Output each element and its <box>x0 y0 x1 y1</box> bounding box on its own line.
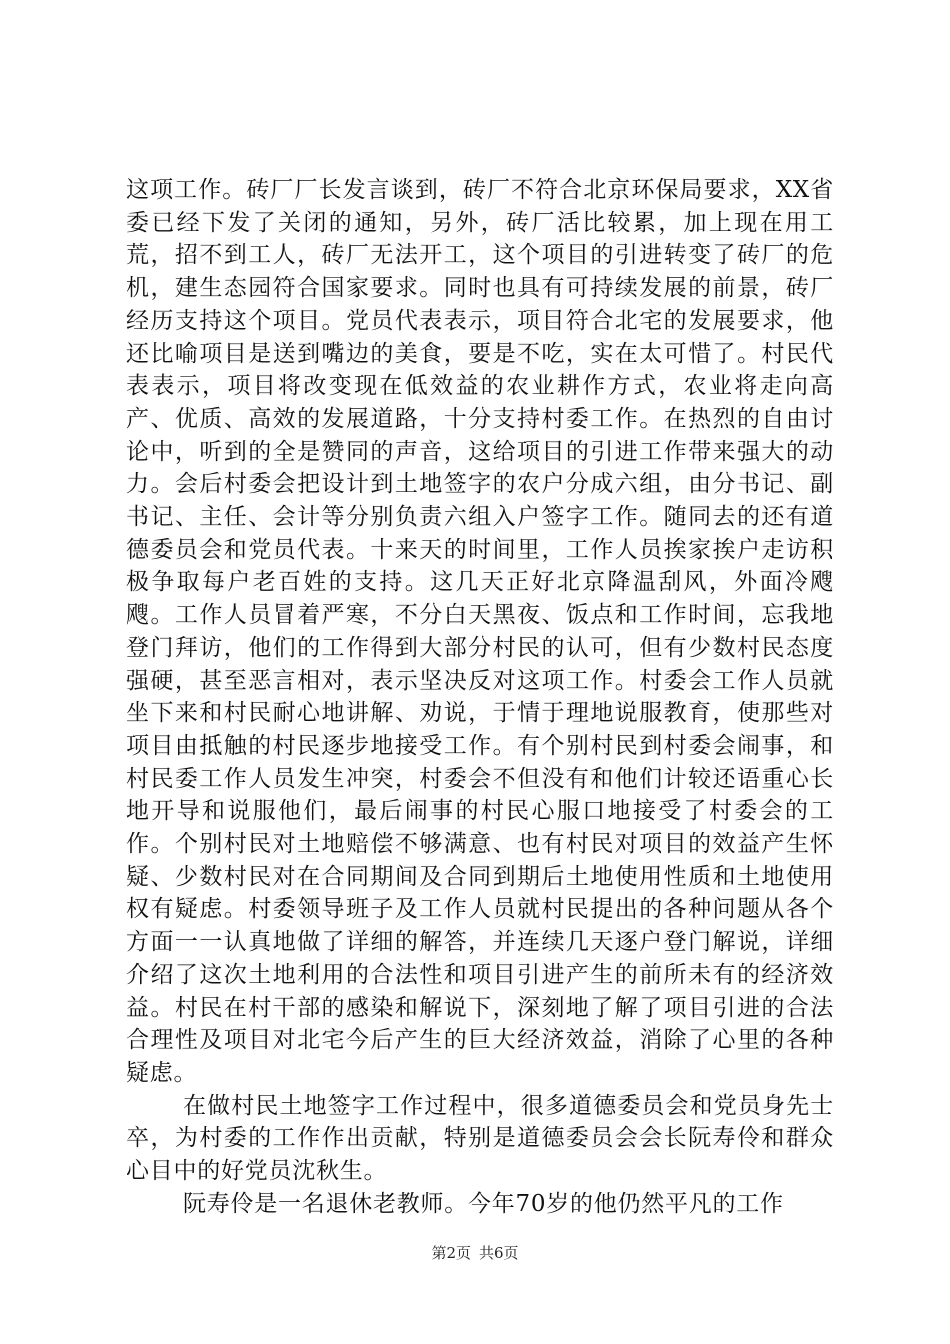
body-paragraph: 阮寿伶是一名退休老教师。今年70岁的他仍然平凡的工作 <box>183 1190 784 1217</box>
page-total: 共6页 <box>479 1244 519 1262</box>
page-footer <box>0 1243 950 1263</box>
body-paragraph: 这项工作。砖厂厂长发言谈到，砖厂不符合北京环保局要求，XX省委已经下发了关闭的通知，另外，砖厂活比较累，加上现在用工荒，招不到工人，砖厂无法开工，这个项目的引进转变了砖厂的危机，建生态园符合国家要求。同时也具有可持续发展的前景，砖厂经历支持这个项目。党员代表表示，项目符合北宅的发展要求，他还比喻项目是送到嘴边的美食，要是不吃，实在太可惜了。村民代表表示，项目将改变现在低效益的农业耕作方式，农业将走向高产、优质、高效的发展道路，十分支持村委工作。在热烈的自由讨论中，听到的全是赞同的声音，这给项目的引进工作带来强大的动力。会后村委会把设计到土地签字的农户分成六组，由分书记、副书记、主任、会计等分别负责六组入户签字工作。随同去的还有道德委员会和党员代表。十来天的时间里，工作人员挨家挨户走访积极争取每户老百姓的支持。这几天正好北京降温刮风，外面冷飕飕。工作人员冒着严寒，不分白天黑夜、饭点和工作时间，忘我地登门拜访，他们的工作得到大部分村民的认可，但有少数村民态度强硬，甚至恶言相对，表示坚决反对这项工作。村委会工作人员就坐下来和村民耐心地讲解、劝说，于情于理地说服教育，使那些对项目由抵触的村民逐步地接受工作。有个别村民到村委会闹事，和村民委工作人员发生冲突，村委会不但没有和他们计较还语重心长地开导和说服他们，最后闹事的村民心服口地接受了村委会的工作。个别村民对土地赔偿不够满意、也有村民对项目的效益产生怀疑、少数村民对在合同期间及合同到期后土地使用性质和土地使用权有疑虑。村委领导班子及工作人员就村民提出的各种问题从各个方面一一认真地做了详细的解答，并连续几天逐户登门解说，详细介绍了这次土地利用的合法性和项目引进产生的前所未有的经济效益。村民在村干部的感染和解说下，深刻地了解了项目引进的合法合理性及项目对北宅今后产生的巨大经济效益，消除了心里的各种疑虑。 <box>126 177 834 1086</box>
body-paragraph: 在做村民土地签字工作过程中，很多道德委员会和党员身先士卒，为村委的工作作出贡献，特别是道德委员会会长阮寿伶和群众心目中的好党员沈秋生。 <box>126 1092 834 1185</box>
document-body <box>126 174 834 1221</box>
page-number: 第2页 <box>431 1244 471 1262</box>
